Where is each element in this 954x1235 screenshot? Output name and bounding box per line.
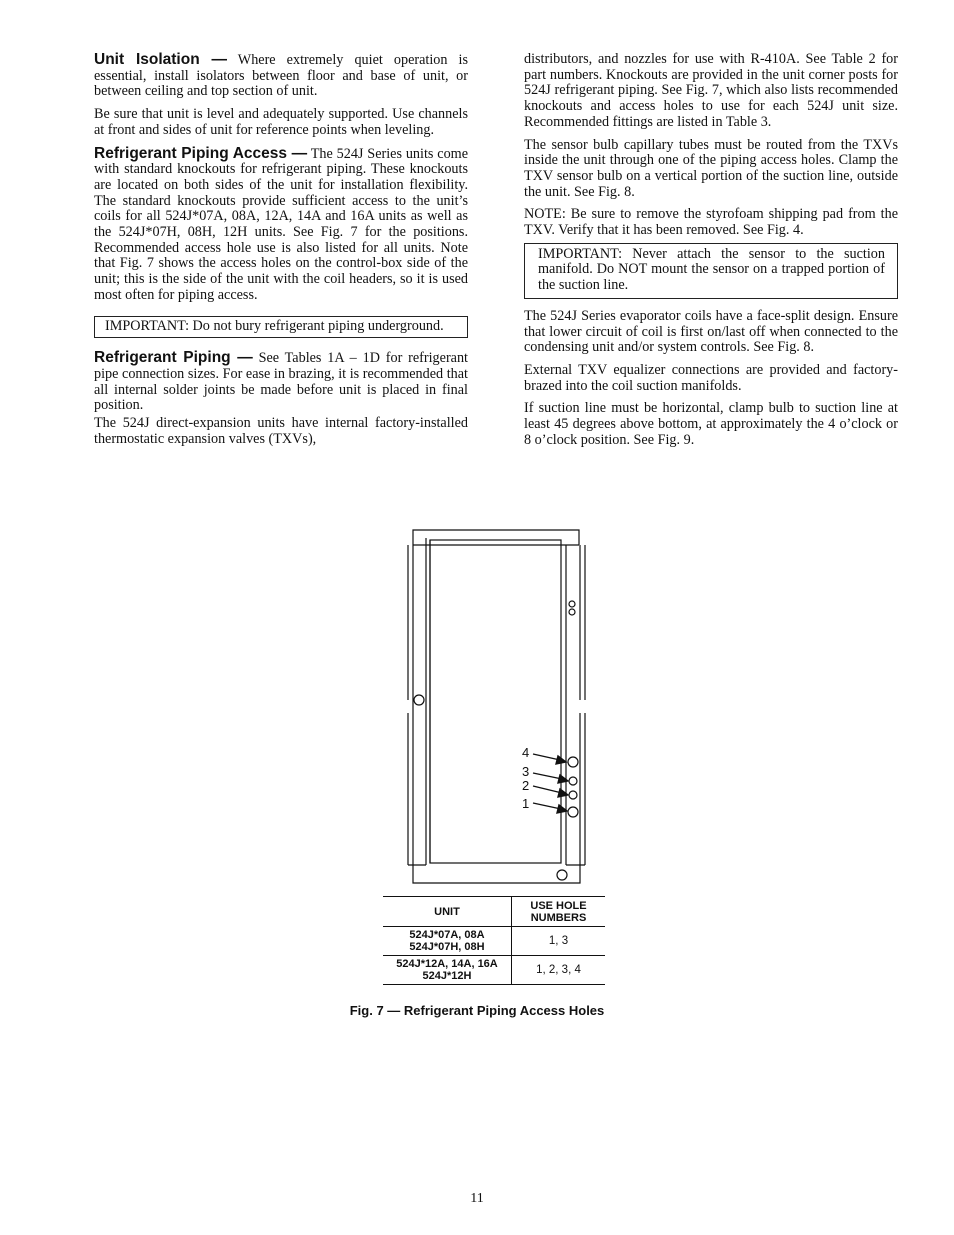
access-hole-1 [568, 807, 578, 817]
refrigerant-piping-heading: Refrigerant Piping — [94, 349, 253, 367]
sensor-bulb-paragraph: The sensor bulb capillary tubes must be routed from the TXVs inside the unit through one of the piping access holes. Clamp the TXV sensor bulb on a vertical portion of the suction line, outside the unit. See Fig. 8. [524, 136, 898, 200]
refrigerant-piping-text: See Tables 1A – 1D for refrigerant pipe connection sizes. For ease in brazing, it is recommended that all internal solder joints be made before unit is placed in final position. [94, 350, 469, 414]
hole-usage-table [383, 896, 605, 985]
table-row [383, 956, 605, 985]
piping-access-text: The 524J Series units come with standard knockouts for refrigerant piping. These knockouts are located on both sides of the unit for installation flexibility. The standard knockouts provide sufficient access to the unit’s coils for all 524J*07A, 08A, 12A, 14A and 16A units as well as the 524J*07H, 08H, 12H units. See Fig. 7 for the positions. Recommended access hole use is also listed for all units. Note that Fig. 7 shows the access holes on the control-box side of the unit; this is the side of the unit with the coil headers, so it is used most often for piping access. [94, 145, 469, 303]
hole-label-3: 3 [522, 764, 530, 779]
face-split-paragraph: The 524J Series evaporator coils have a face-split design. Ensure that lower circuit of coil is first on/last off when connected to the condensing unit and/or system controls. See Fig. 8. [524, 307, 898, 356]
piping-access-heading: Refrigerant Piping Access — [94, 144, 308, 162]
leader-1 [533, 803, 561, 809]
access-hole-2 [569, 791, 577, 799]
table-header-row [383, 897, 605, 927]
leader-4 [533, 754, 560, 760]
unit-isolation-heading: Unit Isolation — [94, 51, 227, 68]
upper-knockout-b [569, 609, 575, 615]
important-sensor-box: IMPORTANT: Never attach the sensor to the suction manifold. Do NOT mount the sensor on a trapped portion of the suction line. [524, 243, 898, 299]
top-cap-outline [413, 530, 579, 545]
header-use-hole-numbers: USE HOLE NUMBERS [512, 897, 606, 927]
suction-line-paragraph: If suction line must be horizontal, clamp bulb to suction line at least 45 degrees above bottom, at approximately the 4 o’clock or 8 o’clock position. See Fig. 9. [524, 400, 898, 448]
unit-line: 524J*12A, 14A, 16A [396, 958, 498, 970]
hole-label-4: 4 [522, 745, 530, 760]
unit-line: 524J*07H, 08H [409, 941, 485, 953]
bottom-base-outline [413, 865, 580, 883]
unit-cell [383, 927, 512, 956]
table-row [383, 927, 605, 956]
coil-face [430, 540, 561, 863]
direct-expansion-paragraph: The 524J direct-expansion units have internal factory-installed thermostatic expansion valves (TXVs), [94, 415, 468, 447]
holes-cell: 1, 2, 3, 4 [512, 956, 606, 985]
unit-line: 524J*07A, 08A [409, 929, 485, 941]
holes-cell: 1, 3 [512, 927, 606, 956]
styrofoam-note: NOTE: Be sure to remove the styrofoam shipping pad from the TXV. Verify that it has been removed. See Fig. 4. [524, 206, 898, 239]
unit-cell [383, 956, 512, 985]
unit-drawing [0, 520, 954, 900]
left-column [94, 52, 468, 454]
important-underground-box: IMPORTANT: Do not bury refrigerant piping underground. [94, 316, 468, 339]
figure-caption: Fig. 7 — Refrigerant Piping Access Holes [349, 1003, 605, 1018]
piping-access-paragraph [94, 146, 468, 304]
header-unit: UNIT [383, 897, 512, 927]
distributors-paragraph: distributors, and nozzles for use with R-410A. See Table 2 for part numbers. Knockouts are provided in the unit corner posts for 524J refrigerant piping. See Fig. 7, which also lists recommended knockouts and access holes to use for each 524J unit size. Recommended fittings are listed in Table 3. [524, 51, 898, 130]
leveling-paragraph: Be sure that unit is level and adequately supported. Use channels at front and sides of unit for reference points when leveling. [94, 106, 468, 138]
leader-3 [533, 773, 562, 779]
refrigerant-piping-paragraph [94, 350, 468, 414]
bottom-drain-hole [557, 870, 567, 880]
hole-label-2: 2 [522, 778, 530, 793]
access-hole-3 [569, 777, 577, 785]
unit-line: 524J*12H [422, 970, 472, 982]
hole-label-1: 1 [522, 796, 530, 811]
leader-2 [533, 786, 562, 793]
upper-knockout-a [569, 601, 575, 607]
left-access-hole [414, 695, 424, 705]
equalizer-paragraph: External TXV equalizer connections are provided and factory-brazed into the coil suction manifolds. [524, 361, 898, 394]
unit-isolation-paragraph [94, 52, 468, 100]
page-number: 11 [470, 1191, 484, 1206]
right-column [524, 52, 898, 455]
unit-access-holes-figure [0, 520, 954, 900]
access-hole-4 [568, 757, 578, 767]
unit-isolation-text: Where extremely quiet operation is essential, install isolators between floor and base of unit, or between ceiling and top section of unit. [94, 52, 468, 100]
